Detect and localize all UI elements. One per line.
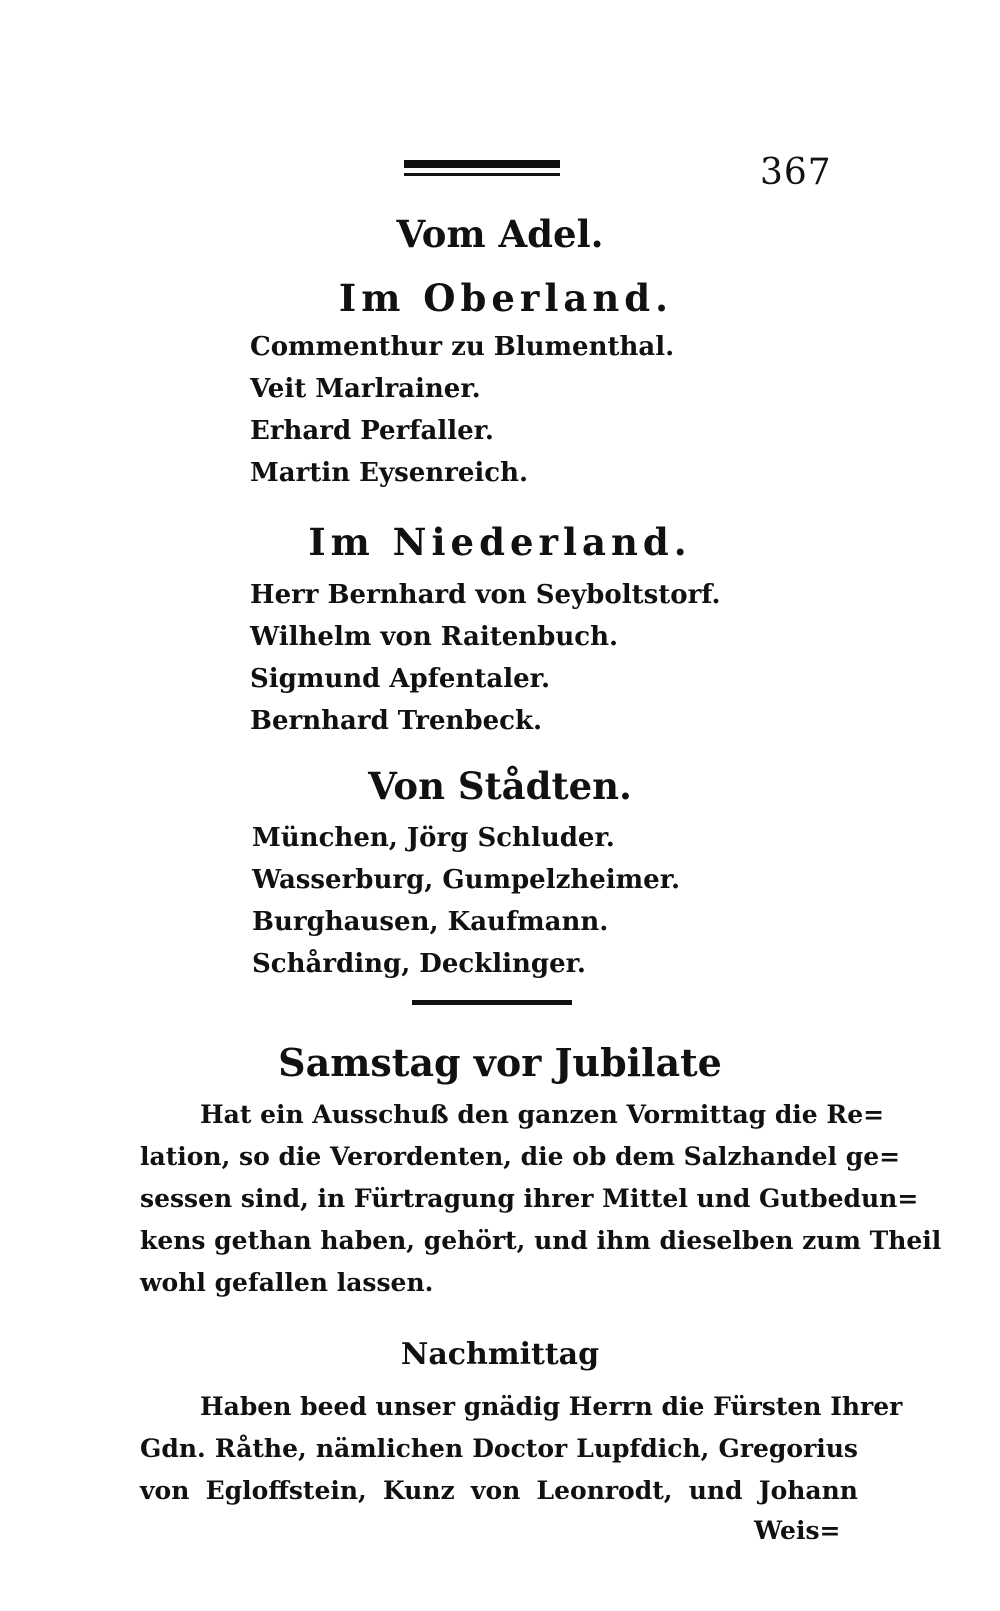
paragraph-line: kens gethan haben, gehört, und ihm dieselben zum Theil <box>140 1226 942 1255</box>
list-item: Wasserburg, Gumpelzheimer. <box>252 865 681 895</box>
heading-von-staedten: Von Stådten. <box>368 764 632 808</box>
niederland-list <box>250 574 721 742</box>
heading-oberland: Im Oberland. <box>338 276 674 320</box>
list-item: Veit Marlrainer. <box>250 374 481 404</box>
list-item: Schårding, Decklinger. <box>252 949 586 979</box>
paragraph-line: Gdn. Råthe, nämlichen Doctor Lupfdich, Gregorius <box>140 1434 858 1463</box>
section-divider-rule <box>412 1000 572 1005</box>
paragraph-line: wohl gefallen lassen. <box>140 1268 434 1297</box>
heading-niederland: Im Niederland. <box>308 520 692 564</box>
staedten-list <box>252 817 680 985</box>
paragraph-line: lation, so die Verordenten, die ob dem Salzhandel ge= <box>140 1142 901 1171</box>
list-item: München, Jörg Schluder. <box>252 823 615 853</box>
top-double-rule <box>404 160 560 178</box>
list-item: Martin Eysenreich. <box>250 458 529 488</box>
top-rule-thick <box>404 160 560 168</box>
paragraph-line: sessen sind, in Fürtragung ihrer Mittel und Gutbedun= <box>140 1184 919 1213</box>
list-item: Burghausen, Kaufmann. <box>252 907 609 937</box>
oberland-list <box>250 326 674 494</box>
heading-nachmittag: Nachmittag <box>400 1337 600 1372</box>
page-number: 367 <box>760 152 832 193</box>
list-item: Herr Bernhard von Seyboltstorf. <box>250 580 721 610</box>
catchword: Weis= <box>754 1516 841 1545</box>
paragraph-line: Haben beed unser gnädig Herrn die Fürsten Ihrer <box>200 1392 903 1421</box>
top-rule-thin <box>404 173 560 176</box>
list-item: Erhard Perfaller. <box>250 416 494 446</box>
samstag-paragraph <box>140 1094 942 1304</box>
list-item: Bernhard Trenbeck. <box>250 706 543 736</box>
list-item: Sigmund Apfentaler. <box>250 664 551 694</box>
list-item: Commenthur zu Blumenthal. <box>250 332 675 362</box>
heading-vom-adel: Vom Adel. <box>396 212 604 256</box>
list-item: Wilhelm von Raitenbuch. <box>250 622 619 652</box>
paragraph-line: von Egloffstein, Kunz von Leonrodt, und Johann <box>140 1476 858 1505</box>
paragraph-line: Hat ein Ausschuß den ganzen Vormittag die Re= <box>200 1100 885 1129</box>
heading-samstag-vor-jubilate: Samstag vor Jubilate <box>278 1040 722 1085</box>
nachmittag-paragraph <box>140 1386 903 1512</box>
